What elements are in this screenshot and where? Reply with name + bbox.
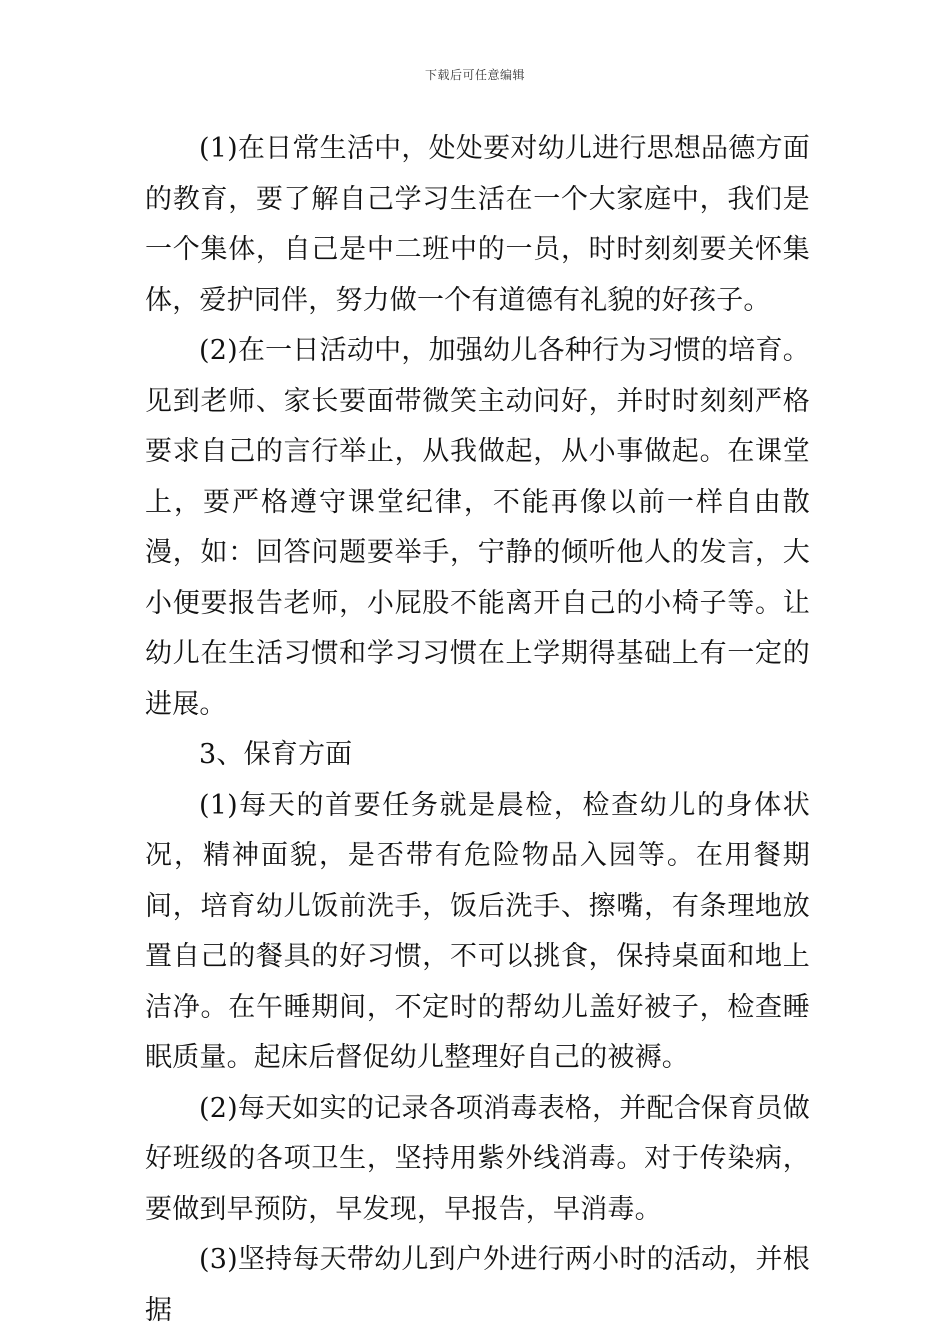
paragraph-morning-check: (1)每天的首要任务就是晨检，检查幼儿的身体状况，精神面貌，是否带有危险物品入园等。在用餐期间，培育幼儿饭前洗手，饭后洗手、擦嘴，有条理地放置自己的餐具的好习惯，不可以挑食，保持桌面和地上洁净。在午睡期间，不定时的帮幼儿盖好被子，检查睡眠质量。起床后督促幼儿整理好自己的被褥。 [145, 789, 810, 1073]
paragraph-moral-education: (1)在日常生活中，处处要对幼儿进行思想品德方面的教育，要了解自己学习生活在一个大家庭中，我们是一个集体，自己是中二班中的一员，时时刻刻要关怀集体，爱护同伴，努力做一个有道德有礼貌的好孩子。 [145, 133, 810, 316]
paragraph-disinfection: (2)每天如实的记录各项消毒表格，并配合保育员做好班级的各项卫生，坚持用紫外线消毒。对于传染病，要做到早预防，早发现，早报告，早消毒。 [145, 1092, 810, 1225]
paragraph-outdoor-activity: (3)坚持每天带幼儿到户外进行两小时的活动，并根据 [145, 1244, 810, 1326]
section-heading-childcare: 3、保育方面 [199, 739, 353, 770]
header-note: 下载后可任意编辑 [424, 68, 525, 82]
paragraph-behavior-habits: (2)在一日活动中，加强幼儿各种行为习惯的培育。见到老师、家长要面带微笑主动问好，并时时刻刻严格要求自己的言行举止，从我做起，从小事做起。在课堂上，要严格遵守课堂纪律，不能再像以前一样自由散漫，如：回答问题要举手，宁静的倾听他人的发言，大小便要报告老师，小屁股不能离开自己的小椅子等。让幼儿在生活习惯和学习习惯在上学期得基础上有一定的进展。 [145, 335, 810, 720]
document-body [145, 124, 810, 1336]
